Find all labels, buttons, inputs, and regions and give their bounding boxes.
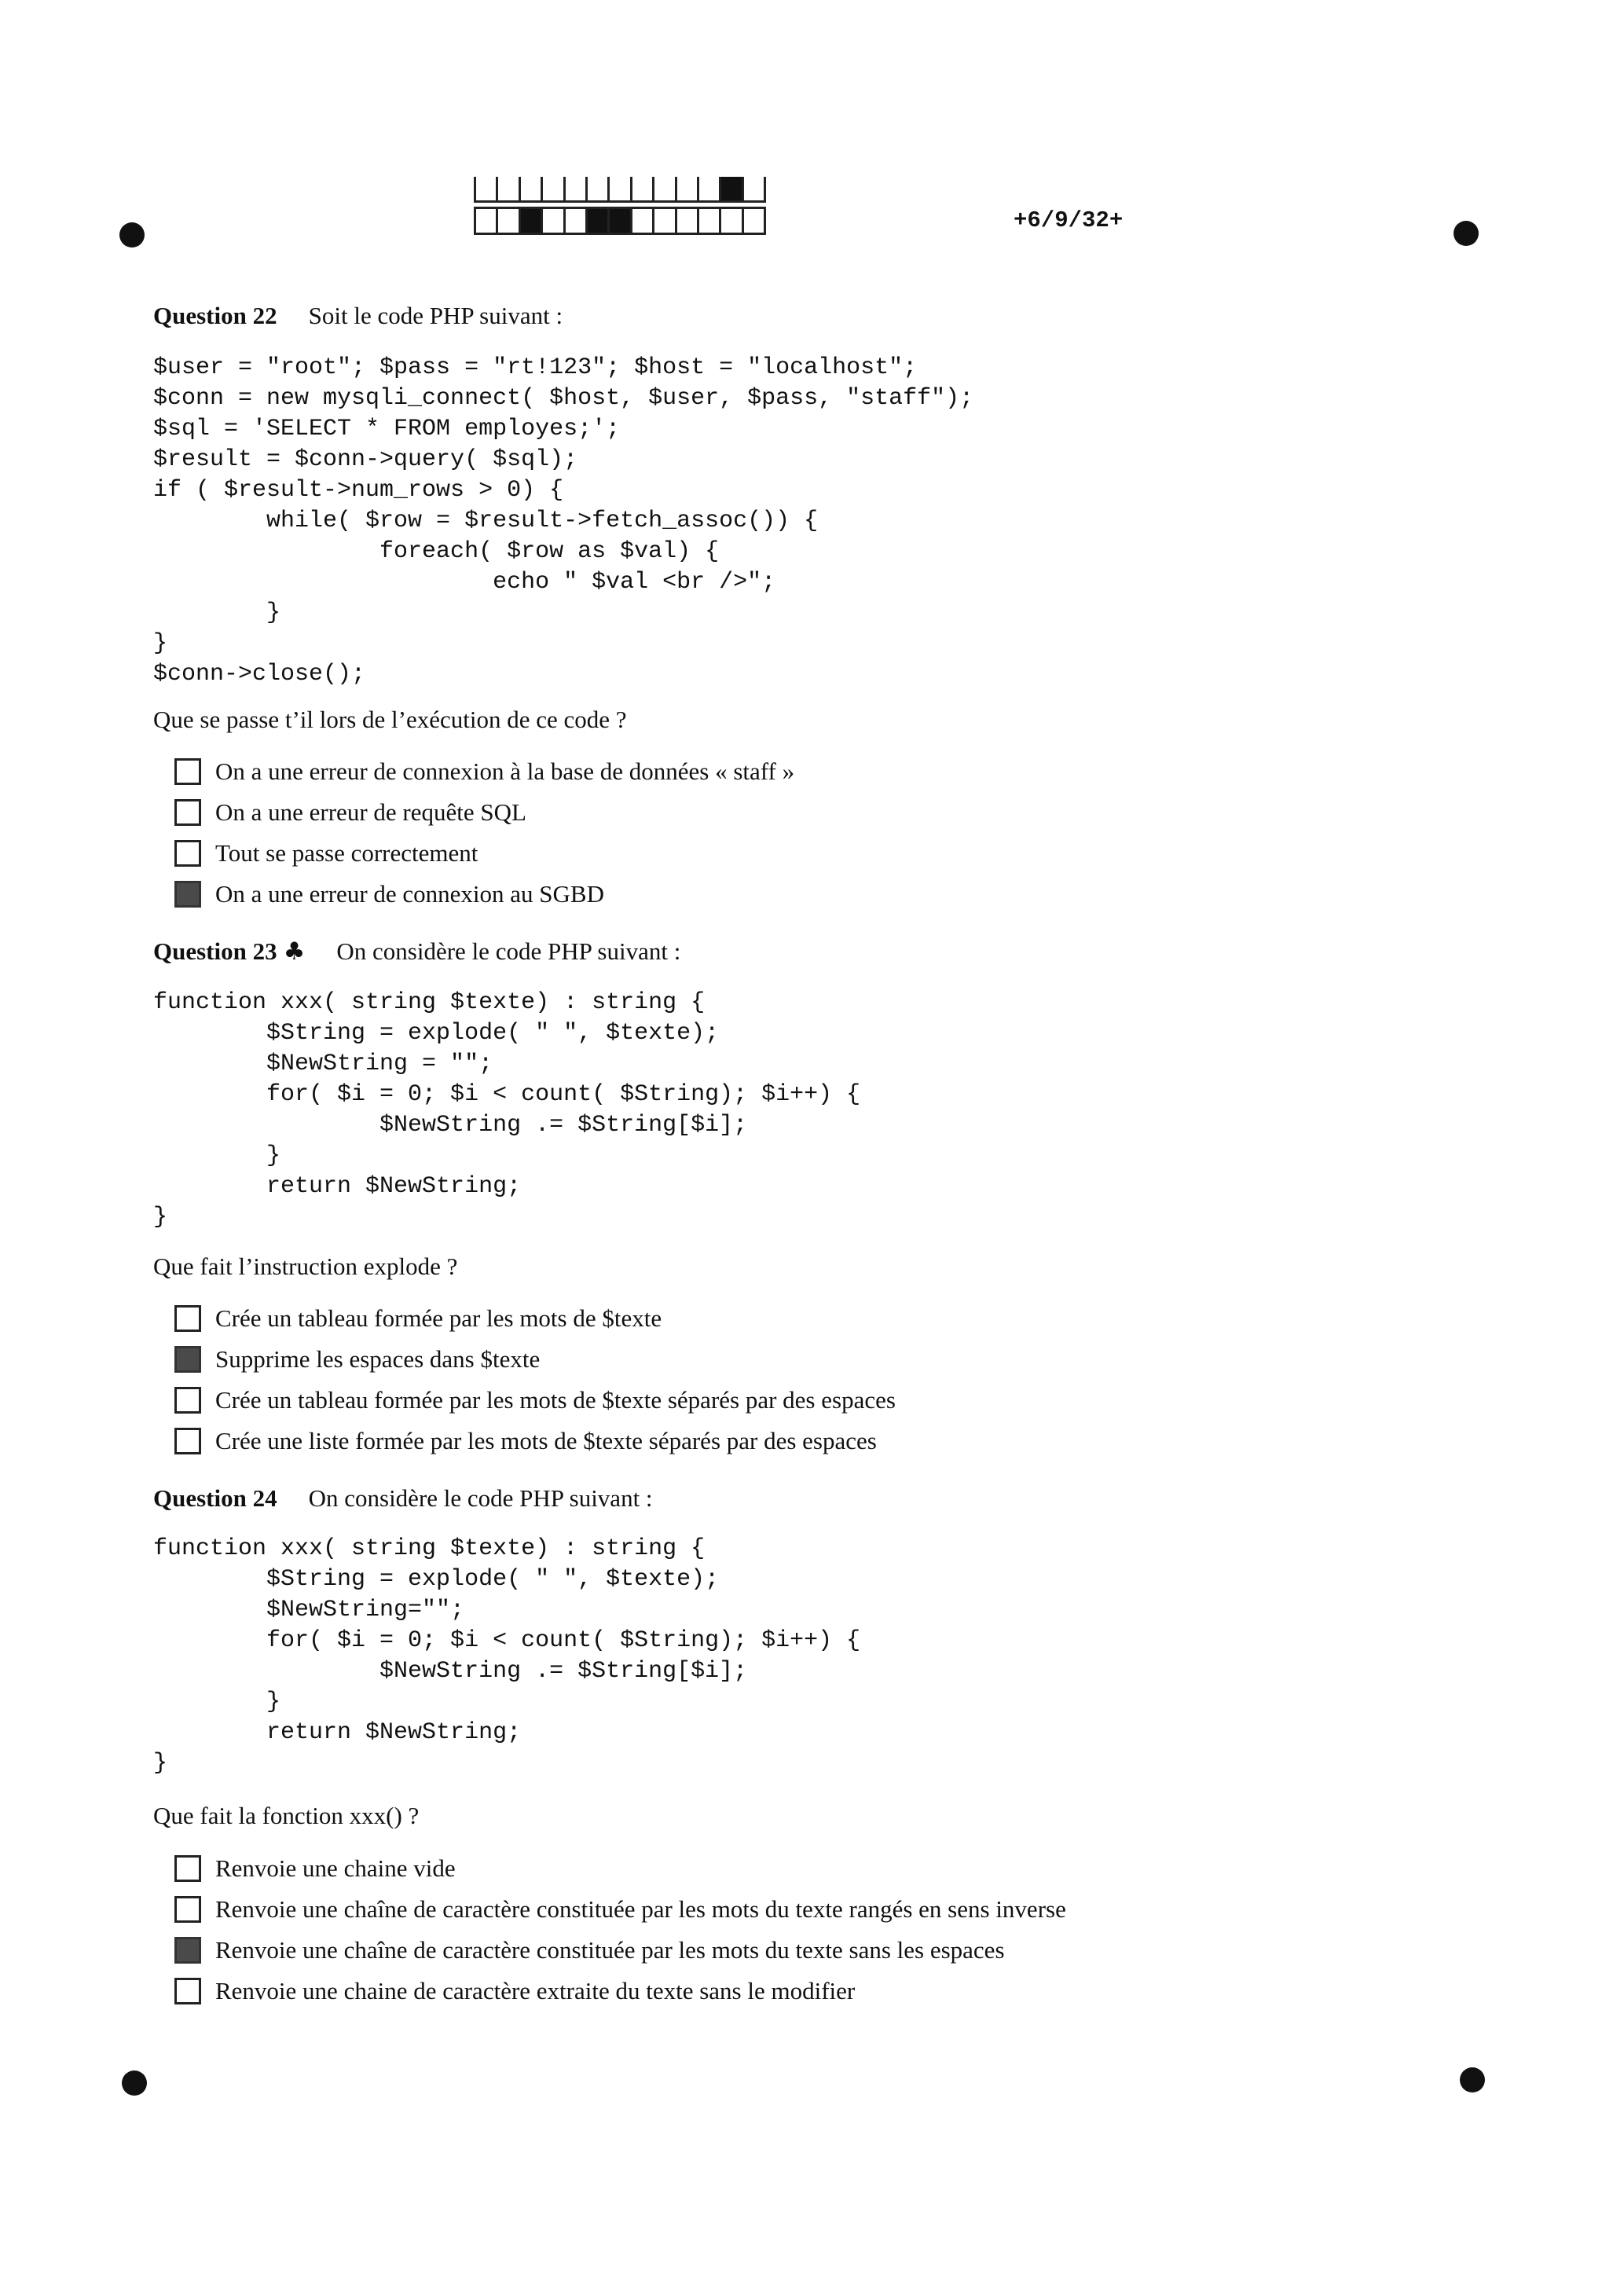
- checkbox[interactable]: [174, 1428, 201, 1454]
- answer-option[interactable]: [174, 833, 794, 874]
- question-23-prompt: Que fait l’instruction explode ?: [153, 1253, 458, 1280]
- registration-mark-top-left: [119, 222, 145, 248]
- checkbox[interactable]: [174, 1896, 201, 1923]
- answer-option-text: Renvoie une chaîne de caractère constituée par les mots du texte rangés en sens inverse: [215, 1895, 1066, 1923]
- barcode-cell: [675, 209, 697, 233]
- barcode-cell: [742, 177, 766, 200]
- barcode-cell: [496, 177, 518, 200]
- barcode-cell: [541, 177, 563, 200]
- barcode-bottom-row: [474, 207, 766, 235]
- checkbox-checked[interactable]: [174, 881, 201, 908]
- answer-option[interactable]: [174, 1930, 1066, 1971]
- checkbox[interactable]: [174, 799, 201, 826]
- answer-option-text: Tout se passe correctement: [215, 839, 478, 867]
- checkbox[interactable]: [174, 1305, 201, 1332]
- options-q23: [174, 1298, 896, 1462]
- answer-option[interactable]: [174, 751, 794, 792]
- barcode-cell: [719, 209, 741, 233]
- barcode-cell: [630, 177, 652, 200]
- question-label: Question 22: [153, 302, 277, 329]
- question-22-header: [153, 302, 563, 330]
- barcode-cell: [697, 177, 719, 200]
- code-block-q22: $user = "root"; $pass = "rt!123"; $host = "localhost"; $conn = new mysqli_connect( $host, $user, $pass, "staff"); $sql = 'SELECT * FROM employes;'; $result = $conn->query( $sql); if ( $result->num_rows > 0) { while( $row = $result->fetch_assoc()) { foreach( $row as $val) { echo " $val <br />"; } } $conn->close();: [153, 354, 974, 688]
- barcode-cell: [719, 177, 741, 200]
- answer-option[interactable]: [174, 1971, 1066, 2012]
- barcode-cell: [519, 177, 541, 200]
- code-block-q23: function xxx( string $texte) : string { $String = explode( " ", $texte); $NewString = ""; for( $i = 0; $i < count( $String); $i++) { $NewString .= $String[$i]; } return $NewString; }: [153, 989, 861, 1231]
- barcode-cell: [607, 177, 629, 200]
- checkbox[interactable]: [174, 840, 201, 867]
- answer-option[interactable]: [174, 1848, 1066, 1889]
- answer-option[interactable]: [174, 1889, 1066, 1930]
- answer-option[interactable]: [174, 1298, 896, 1339]
- barcode-cell: [585, 177, 607, 200]
- checkbox-checked[interactable]: [174, 1346, 201, 1373]
- checkbox[interactable]: [174, 758, 201, 785]
- answer-option-text: Supprime les espaces dans $texte: [215, 1345, 541, 1373]
- checkbox[interactable]: [174, 1387, 201, 1414]
- answer-option-text: Renvoie une chaine vide: [215, 1854, 456, 1882]
- page-id: +6/9/32+: [1014, 207, 1124, 233]
- options-q22: [174, 751, 794, 915]
- question-23-header: [153, 937, 680, 966]
- question-label: Question 24: [153, 1484, 277, 1512]
- answer-option[interactable]: [174, 1339, 896, 1380]
- answer-option[interactable]: [174, 1380, 896, 1421]
- answer-option-text: Renvoie une chaîne de caractère constituée par les mots du texte sans les espaces: [215, 1936, 1005, 1964]
- barcode-cell: [563, 177, 585, 200]
- question-24-header: [153, 1484, 653, 1513]
- question-label: Question 23: [153, 937, 277, 965]
- question-22-prompt: Que se passe t’il lors de l’exécution de ce code ?: [153, 706, 627, 733]
- barcode-cell: [474, 177, 496, 200]
- club-icon: ♣: [283, 937, 306, 966]
- registration-mark-bottom-left: [122, 2070, 147, 2096]
- barcode-cell: [585, 209, 607, 233]
- code-block-q24: function xxx( string $texte) : string { $String = explode( " ", $texte); $NewString=""; for( $i = 0; $i < count( $String); $i++) { $NewString .= $String[$i]; } return $NewString; }: [153, 1535, 861, 1777]
- barcode-cell: [697, 209, 719, 233]
- barcode-cell: [607, 209, 629, 233]
- barcode-cell: [519, 209, 541, 233]
- barcode-cell: [652, 209, 674, 233]
- barcode-cell: [496, 209, 518, 233]
- barcode-cell: [675, 177, 697, 200]
- barcode-cell: [652, 177, 674, 200]
- question-24-prompt: Que fait la fonction xxx() ?: [153, 1802, 420, 1829]
- answer-option-text: On a une erreur de connexion au SGBD: [215, 880, 604, 908]
- question-intro: On considère le code PHP suivant :: [336, 937, 681, 965]
- options-q24: [174, 1848, 1066, 2012]
- barcode-top-row: [474, 177, 766, 203]
- barcode-cell: [630, 209, 652, 233]
- answer-option[interactable]: [174, 792, 794, 833]
- barcode-cell: [563, 209, 585, 233]
- answer-option-text: Crée un tableau formée par les mots de $texte séparés par des espaces: [215, 1386, 896, 1414]
- answer-option-text: Crée une liste formée par les mots de $texte séparés par des espaces: [215, 1427, 877, 1454]
- barcode-cell: [742, 209, 766, 233]
- checkbox[interactable]: [174, 1978, 201, 2004]
- answer-option-text: On a une erreur de connexion à la base de données « staff »: [215, 757, 795, 785]
- answer-option[interactable]: [174, 874, 794, 915]
- answer-option-text: Renvoie une chaine de caractère extraite du texte sans le modifier: [215, 1977, 856, 2004]
- registration-mark-top-right: [1454, 221, 1479, 246]
- answer-option[interactable]: [174, 1421, 896, 1462]
- checkbox[interactable]: [174, 1855, 201, 1882]
- question-intro: Soit le code PHP suivant :: [308, 302, 563, 329]
- barcode-cell: [474, 209, 496, 233]
- question-intro: On considère le code PHP suivant :: [308, 1484, 653, 1512]
- barcode-cell: [541, 209, 563, 233]
- registration-mark-bottom-right: [1460, 2067, 1485, 2092]
- answer-option-text: Crée un tableau formée par les mots de $texte: [215, 1304, 662, 1332]
- answer-option-text: On a une erreur de requête SQL: [215, 798, 526, 826]
- checkbox-checked[interactable]: [174, 1937, 201, 1964]
